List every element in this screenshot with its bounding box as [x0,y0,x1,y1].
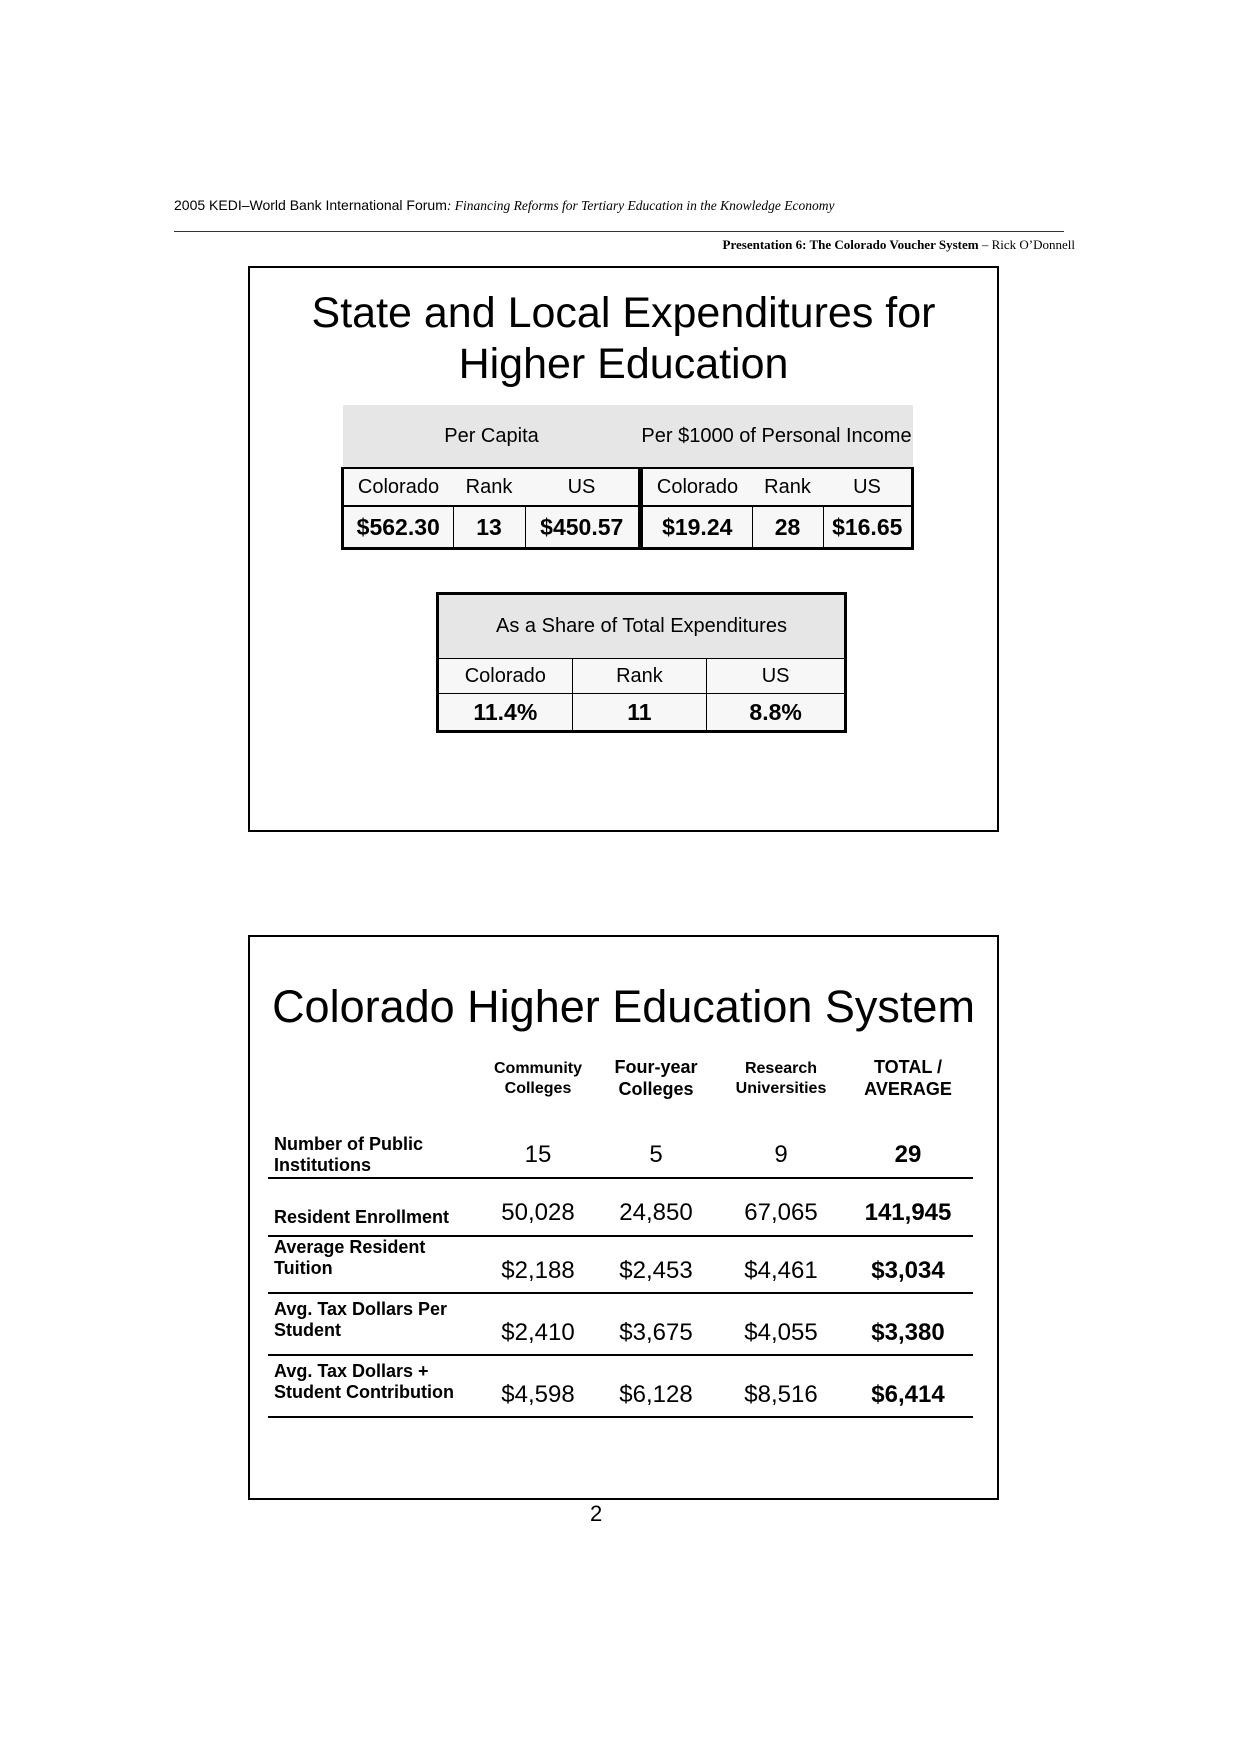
table-cell: $2,188 [501,1257,575,1284]
row-divider [268,1177,973,1179]
slide-title: State and Local Expenditures for Higher Education [311,289,936,388]
table-cell: 50,028 [501,1199,575,1226]
column-header: Research Universities [735,1060,827,1097]
slide-title: Colorado Higher Education System [272,981,975,1032]
header-rule [174,231,1064,232]
forum-name: 2005 KEDI–World Bank International Forum [174,197,447,213]
column-header: Four-year Colleges [614,1057,698,1099]
column-header: TOTAL / AVERAGE [864,1057,952,1099]
row-divider [268,1354,973,1356]
row-label: Resident Enrollment [274,1207,450,1227]
table-cell: 24,850 [619,1199,693,1226]
page-number: 2 [590,1501,603,1526]
table-cell: $3,675 [619,1319,693,1346]
table-cell: 8.8% [707,694,846,732]
column-header: Colorado [343,468,454,506]
table-cell: $16.65 [823,506,913,549]
table-cell: $562.30 [343,506,454,549]
row-label: Avg. Tax Dollars + Student Contribution [274,1361,454,1402]
table-cell: 29 [894,1141,922,1168]
column-header: Colorado [641,468,753,506]
slide-expenditures [248,266,999,832]
table-cell: 28 [752,506,823,549]
table-cell: $6,128 [619,1381,693,1408]
table-title: As a Share of Total Expenditures [438,594,846,659]
table-cell: $2,453 [619,1257,693,1284]
group-header: Per $1000 of Personal Income [641,405,913,468]
row-label: Avg. Tax Dollars Per Student [274,1299,448,1340]
table-cell: $19.24 [641,506,753,549]
row-divider [268,1292,973,1294]
share-table [436,592,847,733]
column-header: US [707,659,846,694]
table-cell: $450.57 [525,506,641,549]
column-header: Rank [453,468,525,506]
table-cell: $4,055 [744,1319,818,1346]
running-header [174,197,834,214]
slide-higher-ed-system [248,935,999,1500]
table-cell: $6,414 [871,1381,945,1408]
column-header: Rank [752,468,823,506]
presentation-title: Presentation 6: The Colorado Voucher System [722,237,979,252]
table-cell: 11 [572,694,707,732]
table-cell: 9 [774,1141,788,1168]
column-header: Colorado [438,659,573,694]
column-header: US [823,468,913,506]
row-label: Number of Public Institutions [274,1134,424,1175]
table-cell: 15 [524,1141,552,1168]
column-header: Community Colleges [494,1060,582,1097]
table-cell: $3,034 [871,1257,945,1284]
table-cell: $4,461 [744,1257,818,1284]
table-cell: 67,065 [744,1199,818,1226]
expenditures-table [341,405,914,550]
group-header: Per Capita [343,405,641,468]
table-cell: 11.4% [438,694,573,732]
table-cell: $2,410 [501,1319,575,1346]
column-header: Rank [572,659,707,694]
table-cell: $4,598 [501,1381,575,1408]
author: – Rick O’Donnell [978,237,1075,252]
table-cell: 13 [453,506,525,549]
row-divider [268,1416,973,1418]
presentation-line [723,237,1075,253]
table-cell: $8,516 [744,1381,818,1408]
table-cell: $3,380 [871,1319,945,1346]
table-cell: 141,945 [864,1199,952,1226]
table-cell: 5 [649,1141,663,1168]
forum-subtitle: : Financing Reforms for Tertiary Education in the Knowledge Economy [446,198,835,213]
row-label: Average Resident Tuition [274,1237,426,1278]
column-header: US [525,468,641,506]
